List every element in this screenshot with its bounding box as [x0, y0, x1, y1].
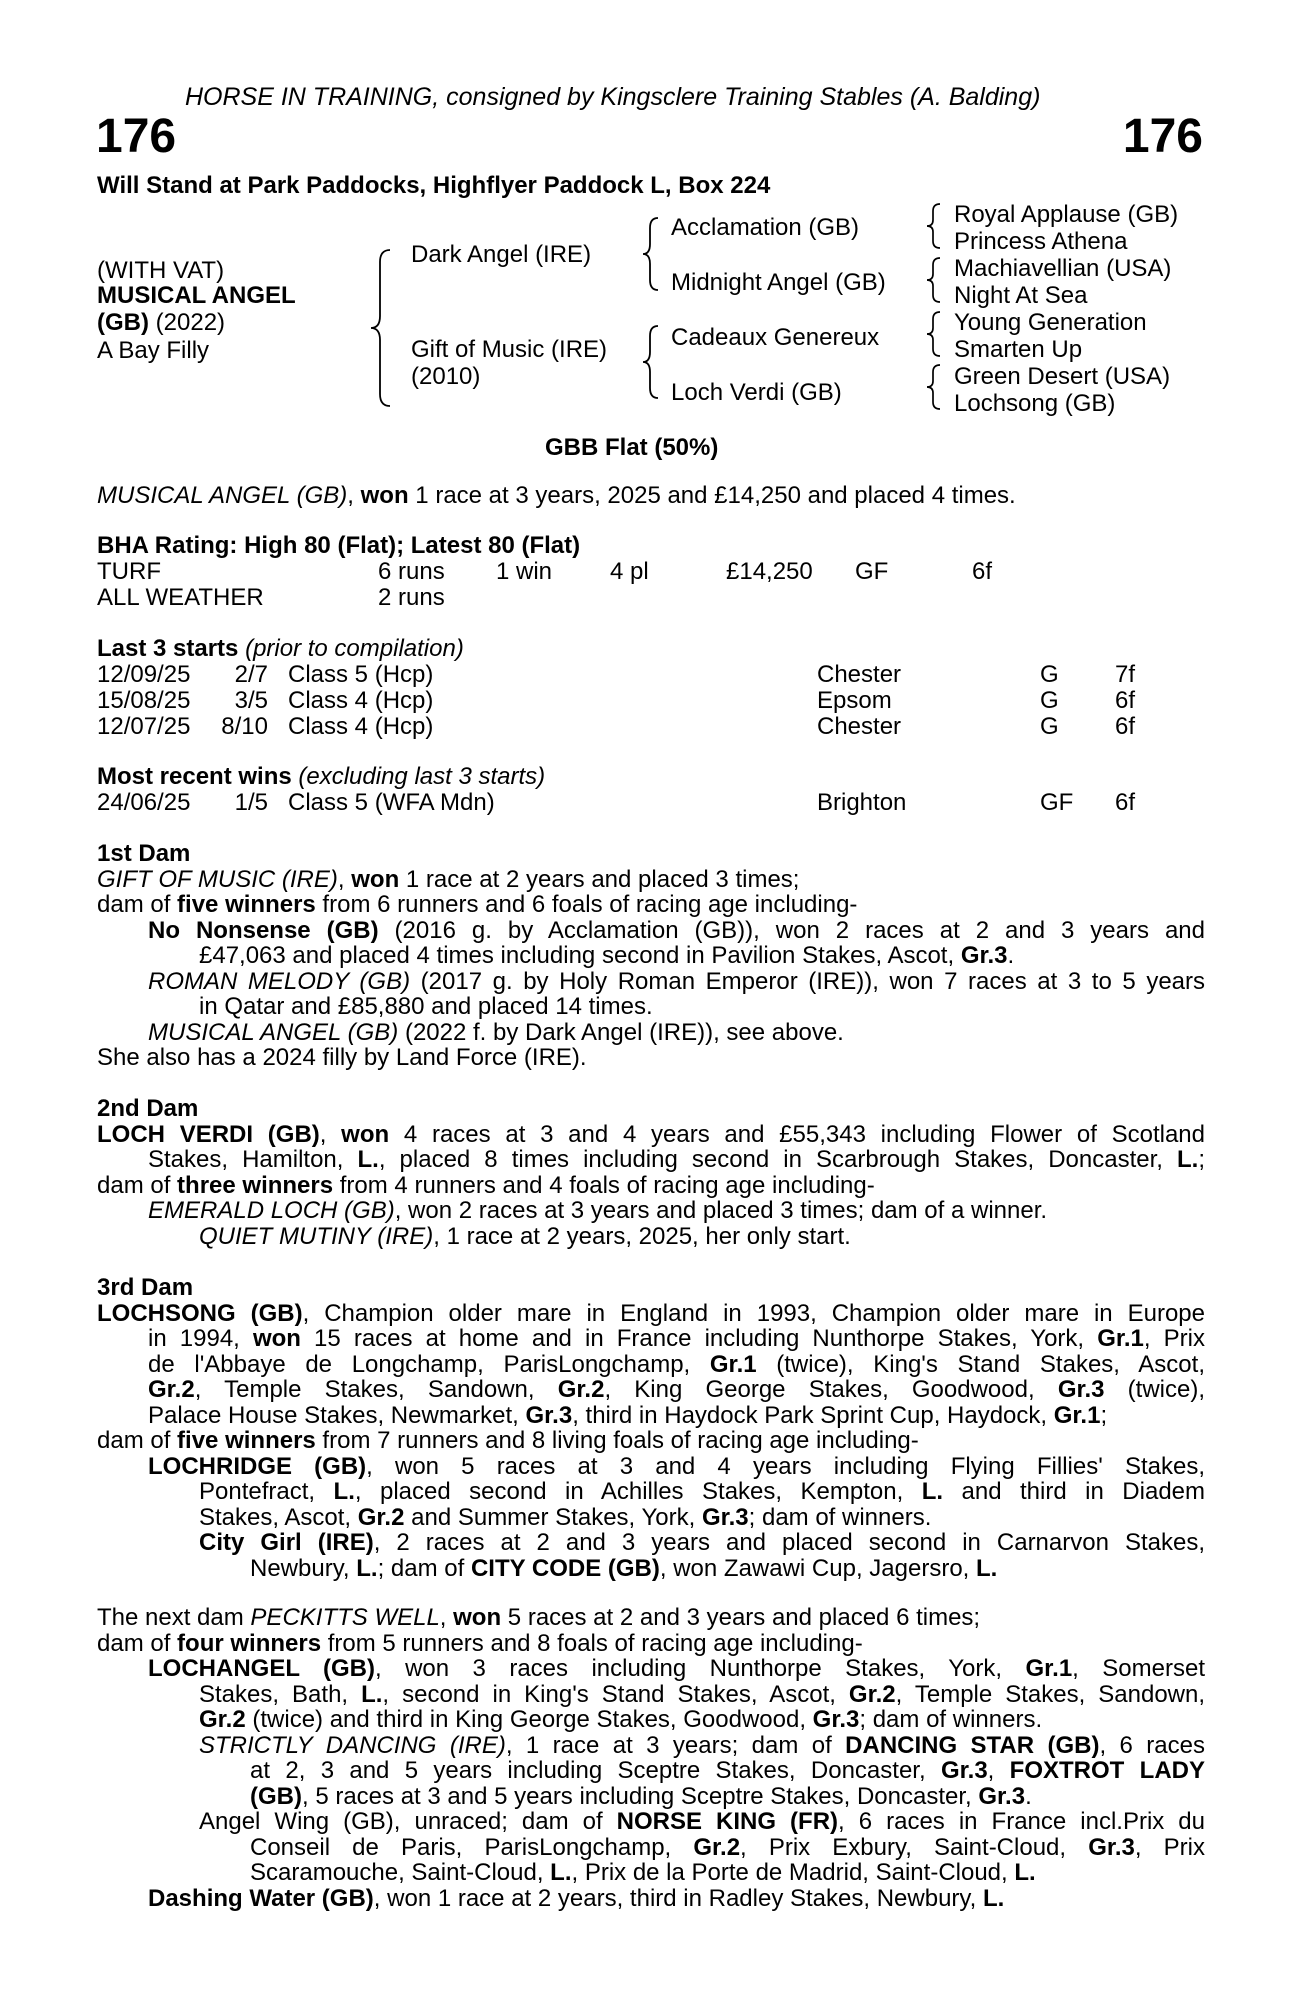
- gg-2: Princess Athena: [954, 228, 1128, 255]
- lot-number-left: 176: [96, 110, 177, 163]
- next-dam-section: [97, 1605, 1205, 1911]
- produce-entry: MUSICAL ANGEL (GB) (2022 f. by Dark Angel (IRE)), see above.: [148, 1018, 844, 1046]
- produce-entry-cont: (GB), 5 races at 3 and 5 years including Sceptre Stakes, Doncaster, Gr.3.: [250, 1782, 1032, 1810]
- produce-entry-cont: Pontefract, L., placed second in Achilles Stakes, Kempton, L. and third in Diadem: [199, 1478, 1206, 1505]
- gg-4: Night At Sea: [954, 282, 1088, 309]
- start-going: G: [1040, 661, 1059, 688]
- start-distance: 7f: [1115, 661, 1136, 688]
- gg-7: Green Desert (USA): [954, 363, 1171, 390]
- produce-entry: STRICTLY DANCING (IRE), 1 race at 3 years; dam of DANCING STAR (GB), 6 races: [199, 1731, 1205, 1759]
- second-dam-section: [97, 1096, 1205, 1249]
- consignor-line: HORSE IN TRAINING, consigned by Kingsclere Training Stables (A. Balding): [185, 83, 1041, 111]
- section-heading: 3rd Dam: [97, 1274, 194, 1301]
- turf-going: GF: [855, 558, 889, 585]
- win-class: Class 5 (WFA Mdn): [288, 789, 495, 816]
- produce-entry-cont: Stakes, Ascot, Gr.2 and Summer Stakes, York, Gr.3; dam of winners.: [199, 1503, 932, 1531]
- dam-dam: Loch Verdi (GB): [671, 379, 842, 406]
- produce-entry-cont: £47,063 and placed 4 times including second in Pavilion Stakes, Ascot, Gr.3.: [199, 942, 1015, 969]
- third-dam-section: [97, 1275, 1205, 1581]
- produce-entry-cont: at 2, 3 and 5 years including Sceptre Stakes, Doncaster, Gr.3, FOXTROT LADY: [250, 1757, 1205, 1784]
- start-position: 3/5: [234, 687, 268, 714]
- stand-location: Will Stand at Park Paddocks, Highflyer Paddock L, Box 224: [97, 172, 771, 199]
- race-summary: MUSICAL ANGEL (GB), won 1 race at 3 years, 2025 and £14,250 and placed 4 times.: [97, 482, 1016, 509]
- brace-dam-sire: [368, 246, 394, 411]
- last3-heading: Last 3 starts (prior to compilation): [97, 635, 464, 662]
- start-position: 2/7: [234, 661, 268, 688]
- start-date: 12/07/25: [97, 713, 191, 740]
- brace-g1: [924, 201, 944, 251]
- produce-entry-cont: in Qatar and £85,880 and placed 14 times.: [199, 993, 653, 1020]
- start-going: G: [1040, 713, 1059, 740]
- start-class: Class 5 (Hcp): [288, 661, 434, 688]
- gg-8: Lochsong (GB): [954, 390, 1116, 417]
- aw-label: ALL WEATHER: [97, 584, 264, 611]
- dam: Gift of Music (IRE): [411, 336, 608, 363]
- gg-1: Royal Applause (GB): [954, 201, 1179, 228]
- win-going: GF: [1040, 789, 1074, 816]
- win-course: Brighton: [817, 789, 907, 816]
- start-class: Class 4 (Hcp): [288, 713, 434, 740]
- horse-description: A Bay Filly: [97, 337, 210, 364]
- turf-earnings: £14,250: [726, 558, 813, 585]
- gg-3: Machiavellian (USA): [954, 255, 1172, 282]
- turf-wins: 1 win: [496, 558, 553, 585]
- dam-record: GIFT OF MUSIC (IRE), won 1 race at 2 years and placed 3 times;: [97, 865, 800, 893]
- produce-entry: Dashing Water (GB), won 1 race at 2 years, third in Radley Stakes, Newbury, L.: [148, 1884, 1005, 1912]
- dam-record-cont: Palace House Stakes, Newmarket, Gr.3, third in Haydock Park Sprint Cup, Haydock, Gr.1;: [148, 1401, 1108, 1429]
- win-distance: 6f: [1115, 789, 1136, 816]
- bha-rating: BHA Rating: High 80 (Flat); Latest 80 (Flat): [97, 532, 581, 559]
- produce-entry: LOCHRIDGE (GB), won 5 races at 3 and 4 years including Flying Fillies' Stakes,: [148, 1452, 1205, 1480]
- start-distance: 6f: [1115, 713, 1136, 740]
- dam-produce-summary: dam of five winners from 6 runners and 6 foals of racing age including-: [97, 891, 858, 918]
- produce-entry-cont: Stakes, Bath, L., second in King's Stand Stakes, Ascot, Gr.2, Temple Stakes, Sandown,: [199, 1680, 1206, 1708]
- brace-g2: [924, 255, 944, 305]
- dam-record: The next dam PECKITTS WELL, won 5 races at 2 and 3 years and placed 6 times;: [97, 1604, 981, 1631]
- start-course: Epsom: [817, 687, 892, 714]
- produce-entry-cont: Newbury, L.; dam of CITY CODE (GB), won Zawawi Cup, Jagersro, L.: [250, 1554, 998, 1582]
- start-going: G: [1040, 687, 1059, 714]
- produce-entry-cont: Conseil de Paris, ParisLongchamp, Gr.2, Prix Exbury, Saint-Cloud, Gr.3, Prix: [250, 1833, 1206, 1861]
- gg-5: Young Generation: [954, 309, 1147, 336]
- produce-entry: Angel Wing (GB), unraced; dam of NORSE KING (FR), 6 races in France incl.Prix du: [199, 1808, 1205, 1835]
- dam-year: (2010): [411, 363, 481, 390]
- sire: Dark Angel (IRE): [411, 241, 592, 268]
- start-position: 8/10: [221, 713, 268, 740]
- start-date: 15/08/25: [97, 687, 191, 714]
- vat-note: (WITH VAT): [97, 257, 225, 284]
- horse-origin-year: (GB) (2022): [97, 309, 226, 336]
- sire-dam: Midnight Angel (GB): [671, 269, 886, 296]
- start-course: Chester: [817, 661, 902, 688]
- dam-record-cont: in 1994, won 15 races at home and in France including Nunthorpe Stakes, York, Gr.1, Prix: [148, 1325, 1205, 1352]
- produce-entry: ROMAN MELODY (GB) (2017 g. by Holy Roman Emperor (IRE)), won 7 races at 3 to 5 years: [148, 967, 1206, 995]
- dam-record-cont: de l'Abbaye de Longchamp, ParisLongchamp, Gr.1 (twice), King's Stand Stakes, Ascot,: [148, 1350, 1205, 1378]
- section-heading: 1st Dam: [97, 840, 191, 867]
- produce-entry: LOCHANGEL (GB), won 3 races including Nunthorpe Stakes, York, Gr.1, Somerset: [148, 1655, 1205, 1682]
- dam-produce-summary: dam of three winners from 4 runners and 4 foals of racing age including-: [97, 1171, 875, 1199]
- dam-record-cont: Gr.2, Temple Stakes, Sandown, Gr.2, King George Stakes, Goodwood, Gr.3 (twice),: [148, 1376, 1206, 1403]
- horse-name: MUSICAL ANGEL: [97, 282, 296, 309]
- start-distance: 6f: [1115, 687, 1136, 714]
- dam-also-note: She also has a 2024 filly by Land Force (IRE).: [97, 1044, 587, 1071]
- dam-produce-summary: dam of five winners from 7 runners and 8 living foals of racing age including-: [97, 1427, 919, 1454]
- sire-sire: Acclamation (GB): [671, 214, 860, 241]
- gbb-status: GBB Flat (50%): [545, 434, 719, 461]
- gg-6: Smarten Up: [954, 336, 1083, 363]
- produce-entry-cont: Scaramouche, Saint-Cloud, L., Prix de la Porte de Madrid, Saint-Cloud, L.: [250, 1859, 1036, 1886]
- start-date: 12/09/25: [97, 661, 191, 688]
- brace-sire-parents: [640, 214, 662, 294]
- dam-record: LOCHSONG (GB), Champion older mare in England in 1993, Champion older mare in Europe: [97, 1299, 1205, 1327]
- win-date: 24/06/25: [97, 789, 191, 816]
- win-position: 1/5: [234, 789, 268, 816]
- turf-label: TURF: [97, 558, 161, 585]
- lot-number-right: 176: [1122, 110, 1203, 163]
- dam-sire: Cadeaux Genereux: [671, 324, 880, 351]
- produce-entry: QUIET MUTINY (IRE), 1 race at 2 years, 2025, her only start.: [199, 1222, 851, 1250]
- dam-produce-summary: dam of four winners from 5 runners and 8 foals of racing age including-: [97, 1629, 863, 1657]
- aw-runs: 2 runs: [378, 584, 445, 611]
- turf-runs: 6 runs: [378, 558, 445, 585]
- turf-placed: 4 pl: [610, 558, 649, 585]
- produce-entry: No Nonsense (GB) (2016 g. by Acclamation (GB)), won 2 races at 2 and 3 years and: [148, 916, 1205, 944]
- turf-distance: 6f: [972, 558, 993, 585]
- brace-dam-parents: [640, 322, 662, 402]
- start-class: Class 4 (Hcp): [288, 687, 434, 714]
- section-heading: 2nd Dam: [97, 1095, 199, 1122]
- brace-g3: [924, 309, 944, 359]
- dam-record-cont: Stakes, Hamilton, L., placed 8 times including second in Scarbrough Stakes, Doncaster, L.;: [148, 1146, 1205, 1173]
- recent-wins-heading: Most recent wins (excluding last 3 starts): [97, 763, 546, 790]
- produce-entry: City Girl (IRE), 2 races at 2 and 3 years and placed second in Carnarvon Stakes,: [199, 1529, 1205, 1556]
- produce-entry-cont: Gr.2 (twice) and third in King George Stakes, Goodwood, Gr.3; dam of winners.: [199, 1706, 1043, 1733]
- brace-g4: [924, 362, 944, 412]
- first-dam-section: [97, 841, 1205, 1071]
- dam-record: LOCH VERDI (GB), won 4 races at 3 and 4 years and £55,343 including Flower of Scotland: [97, 1120, 1205, 1148]
- start-course: Chester: [817, 713, 902, 740]
- produce-entry: EMERALD LOCH (GB), won 2 races at 3 years and placed 3 times; dam of a winner.: [148, 1197, 1048, 1224]
